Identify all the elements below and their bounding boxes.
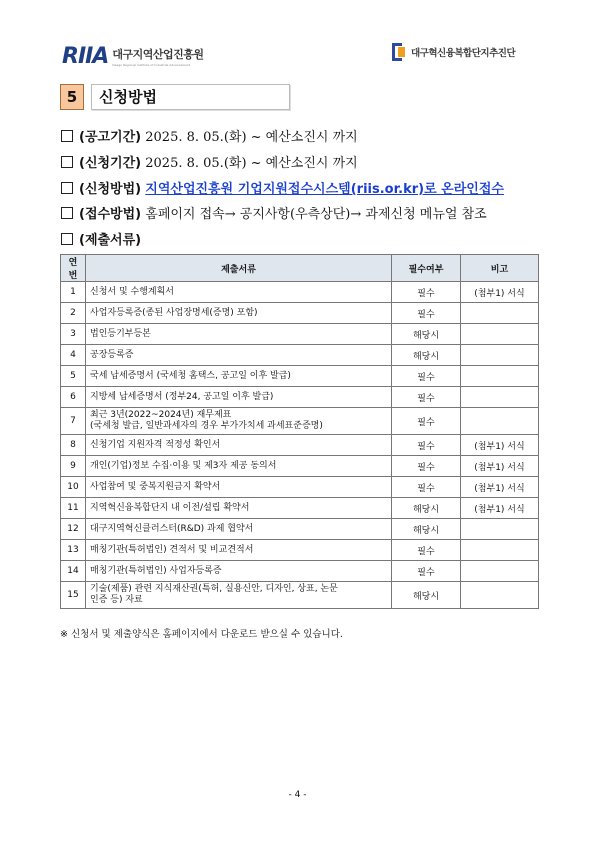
section-number: 5 (60, 84, 84, 110)
row-document-line1: 최근 3년(2022~2024년) 재무제표 (90, 410, 232, 420)
row-document (86, 582, 392, 609)
table-row (61, 282, 539, 303)
row-required: 해당시 (392, 324, 461, 345)
row-document: 공장등록증 (86, 345, 392, 366)
line-value: 2025. 8. 05.(화) ~ 예산소진시 까지 (141, 130, 358, 145)
row-document-line2: 인증 등) 자료 (90, 595, 143, 605)
checkbox-square-icon (61, 156, 73, 168)
row-no: 3 (61, 324, 86, 345)
table-row (61, 345, 539, 366)
row-remark: (첨부1) 서식 (461, 477, 539, 498)
row-required: 해당시 (392, 519, 461, 540)
row-required: 해당시 (392, 345, 461, 366)
row-document: 개인(기업)정보 수집·이용 및 제3자 제공 동의서 (86, 456, 392, 477)
row-required: 필수 (392, 540, 461, 561)
row-no: 9 (61, 456, 86, 477)
table-row (61, 408, 539, 435)
table-row (61, 477, 539, 498)
row-remark: (첨부1) 서식 (461, 456, 539, 477)
row-required: 필수 (392, 456, 461, 477)
row-no: 5 (61, 366, 86, 387)
riia-logo-korean: 대구지역산업진흥원 (112, 48, 204, 61)
header-remark: 비고 (461, 255, 539, 282)
row-no: 15 (61, 582, 86, 609)
row-no: 14 (61, 561, 86, 582)
row-no: 6 (61, 387, 86, 408)
header-required: 필수여부 (392, 255, 461, 282)
line-label: (제출서류) (79, 233, 142, 248)
table-row (61, 324, 539, 345)
section-title: 신청방법 (91, 84, 290, 110)
row-required: 필수 (392, 366, 461, 387)
row-document: 사업자등록증(종된 사업장명세(증명) 포함) (86, 303, 392, 324)
row-no: 11 (61, 498, 86, 519)
row-required: 필수 (392, 408, 461, 435)
row-no: 4 (61, 345, 86, 366)
table-row (61, 387, 539, 408)
table-row (61, 519, 539, 540)
header-no: 연번 (61, 255, 86, 282)
table-row (61, 540, 539, 561)
online-application-link[interactable]: 지역산업진흥원 기업지원접수시스템(riis.or.kr)로 온라인접수 (145, 182, 504, 197)
row-document: 신청서 및 수행계획서 (86, 282, 392, 303)
page-number: - 4 - (288, 790, 307, 800)
riia-logo-mark: RIIA (62, 44, 109, 69)
submission-documents-table (60, 254, 539, 609)
row-document: 매칭기관(특허법인) 사업자등록증 (86, 561, 392, 582)
checkbox-square-icon (61, 130, 73, 142)
row-document: 법인등기부등본 (86, 324, 392, 345)
header-document: 제출서류 (86, 255, 392, 282)
checkbox-square-icon (61, 233, 73, 245)
row-remark (461, 324, 539, 345)
row-no: 8 (61, 435, 86, 456)
daegu-cluster-logo-text: 대구혁신융복합단지추진단 (411, 48, 516, 59)
checkbox-square-icon (61, 182, 73, 194)
row-no: 10 (61, 477, 86, 498)
table-header-row (61, 255, 539, 282)
row-remark (461, 366, 539, 387)
row-no: 1 (61, 282, 86, 303)
row-document: 지역혁신융복합단지 내 이전/설립 확약서 (86, 498, 392, 519)
table-row (61, 303, 539, 324)
line-value: 2025. 8. 05.(화) ~ 예산소진시 까지 (141, 156, 358, 171)
application-period-line (61, 152, 358, 171)
row-document: 국세 납세증명서 (국세청 홈택스, 공고일 이후 발급) (86, 366, 392, 387)
row-remark (461, 303, 539, 324)
row-remark (461, 519, 539, 540)
table-row (61, 366, 539, 387)
row-required: 필수 (392, 435, 461, 456)
checkbox-square-icon (61, 207, 73, 219)
row-no: 13 (61, 540, 86, 561)
row-remark (461, 582, 539, 609)
row-document: 매칭기관(특허법인) 견적서 및 비교견적서 (86, 540, 392, 561)
table-row (61, 561, 539, 582)
row-remark (461, 561, 539, 582)
riia-logo (62, 44, 203, 69)
line-label: (신청기간) (79, 156, 142, 171)
row-no: 2 (61, 303, 86, 324)
daegu-cluster-logo-icon (392, 43, 406, 61)
daegu-cluster-logo (392, 43, 515, 61)
submission-documents-line (61, 229, 141, 248)
row-required: 필수 (392, 303, 461, 324)
table-row (61, 582, 539, 609)
application-method-line (61, 178, 504, 197)
row-no: 12 (61, 519, 86, 540)
row-no: 7 (61, 408, 86, 435)
row-document-line1: 기술(제품) 관련 지식재산권(특허, 실용신안, 디자인, 상표, 논문 (90, 584, 338, 594)
row-document (86, 408, 392, 435)
row-document: 대구지역혁신클러스터(R&D) 과제 협약서 (86, 519, 392, 540)
row-remark (461, 345, 539, 366)
row-required: 필수 (392, 561, 461, 582)
table-row (61, 456, 539, 477)
row-required: 해당시 (392, 582, 461, 609)
row-document: 사업참여 및 중복지원금지 확약서 (86, 477, 392, 498)
row-remark: (첨부1) 서식 (461, 435, 539, 456)
row-remark (461, 387, 539, 408)
riia-logo-english: Daegu Regional Institute of Industrial Advancement (112, 63, 191, 67)
line-value: 홈페이지 접속→ 공지사항(우측상단)→ 과제신청 메뉴얼 참조 (141, 207, 487, 222)
row-remark: (첨부1) 서식 (461, 282, 539, 303)
notice-period-line (61, 126, 358, 145)
row-required: 해당시 (392, 498, 461, 519)
line-label: (접수방법) (79, 207, 142, 222)
line-label: (신청방법) (79, 182, 142, 197)
row-required: 필수 (392, 477, 461, 498)
row-document: 지방세 납세증명서 (정부24, 공고일 이후 발급) (86, 387, 392, 408)
row-remark (461, 408, 539, 435)
reception-method-line (61, 203, 487, 222)
row-document-line2: (국세청 발급, 일반과세자의 경우 부가가치세 과세표준증명) (90, 421, 323, 431)
row-remark: (첨부1) 서식 (461, 498, 539, 519)
row-document: 신청기업 지원자격 적정성 확인서 (86, 435, 392, 456)
table-row (61, 498, 539, 519)
download-footnote: ※ 신청서 및 제출양식은 홈페이지에서 다운로드 받으실 수 있습니다. (60, 629, 343, 640)
row-required: 필수 (392, 387, 461, 408)
row-remark (461, 540, 539, 561)
line-label: (공고기간) (79, 130, 142, 145)
row-required: 필수 (392, 282, 461, 303)
table-row (61, 435, 539, 456)
